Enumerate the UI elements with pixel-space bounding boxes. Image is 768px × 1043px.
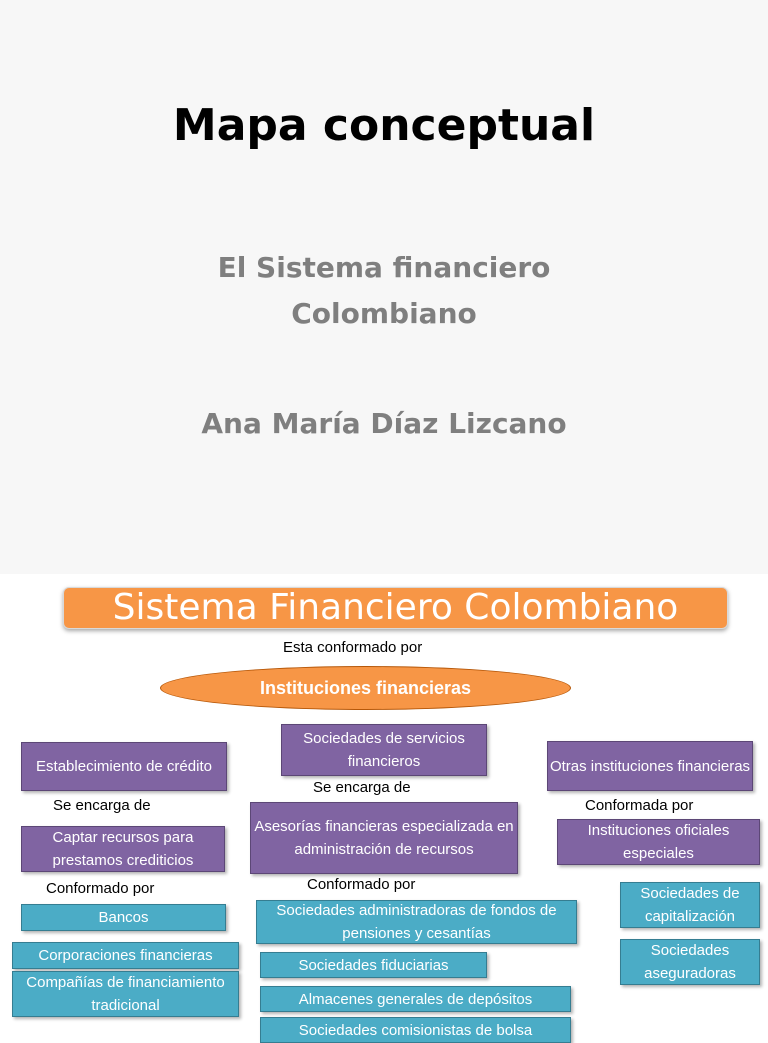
label-left-se-encarga: Se encarga de	[53, 797, 151, 814]
map-header: Sistema Financiero Colombiano	[63, 587, 728, 629]
instituciones-ellipse: Instituciones financieras	[160, 666, 571, 710]
box-establecimiento-credito: Establecimiento de crédito	[21, 742, 227, 791]
box-otras-instituciones: Otras instituciones financieras	[547, 741, 753, 791]
box-fondos-pensiones: Sociedades administradoras de fondos de pensiones y cesantías	[256, 900, 577, 944]
concept-map-slide	[0, 574, 768, 1039]
box-sociedades-servicios: Sociedades de servicios financieros	[281, 724, 487, 776]
box-almacenes: Almacenes generales de depósitos	[260, 986, 571, 1012]
label-right-conformada: Conformada por	[585, 797, 694, 814]
box-instituciones-oficiales: Instituciones oficiales especiales	[557, 819, 760, 865]
box-aseguradoras: Sociedades aseguradoras	[620, 939, 760, 985]
slide-title: Mapa conceptual	[172, 100, 596, 151]
box-bancos: Bancos	[21, 904, 226, 931]
label-center-se-encarga: Se encarga de	[313, 779, 411, 796]
box-companias: Compañías de financiamiento tradicional	[12, 971, 239, 1017]
box-cut-off: Sociedades comisionistas de bolsa	[260, 1017, 571, 1043]
box-asesorias: Asesorías financieras especializada en administración de recursos	[250, 802, 518, 874]
box-fiduciarias: Sociedades fiduciarias	[260, 952, 487, 978]
box-capitalizacion: Sociedades de capitalización	[620, 882, 760, 928]
box-corporaciones: Corporaciones financieras	[12, 942, 239, 969]
label-left-conformado: Conformado por	[46, 880, 155, 897]
label-center-conformado: Conformado por	[307, 876, 416, 893]
label-esta-conformado: Esta conformado por	[283, 639, 423, 656]
subtitle-line-1: El Sistema financiero	[217, 251, 551, 284]
subtitle-line-2: Colombiano	[291, 297, 477, 330]
box-captar-recursos: Captar recursos para prestamos crediticios	[21, 826, 225, 872]
author-name: Ana María Díaz Lizcano	[201, 407, 567, 440]
